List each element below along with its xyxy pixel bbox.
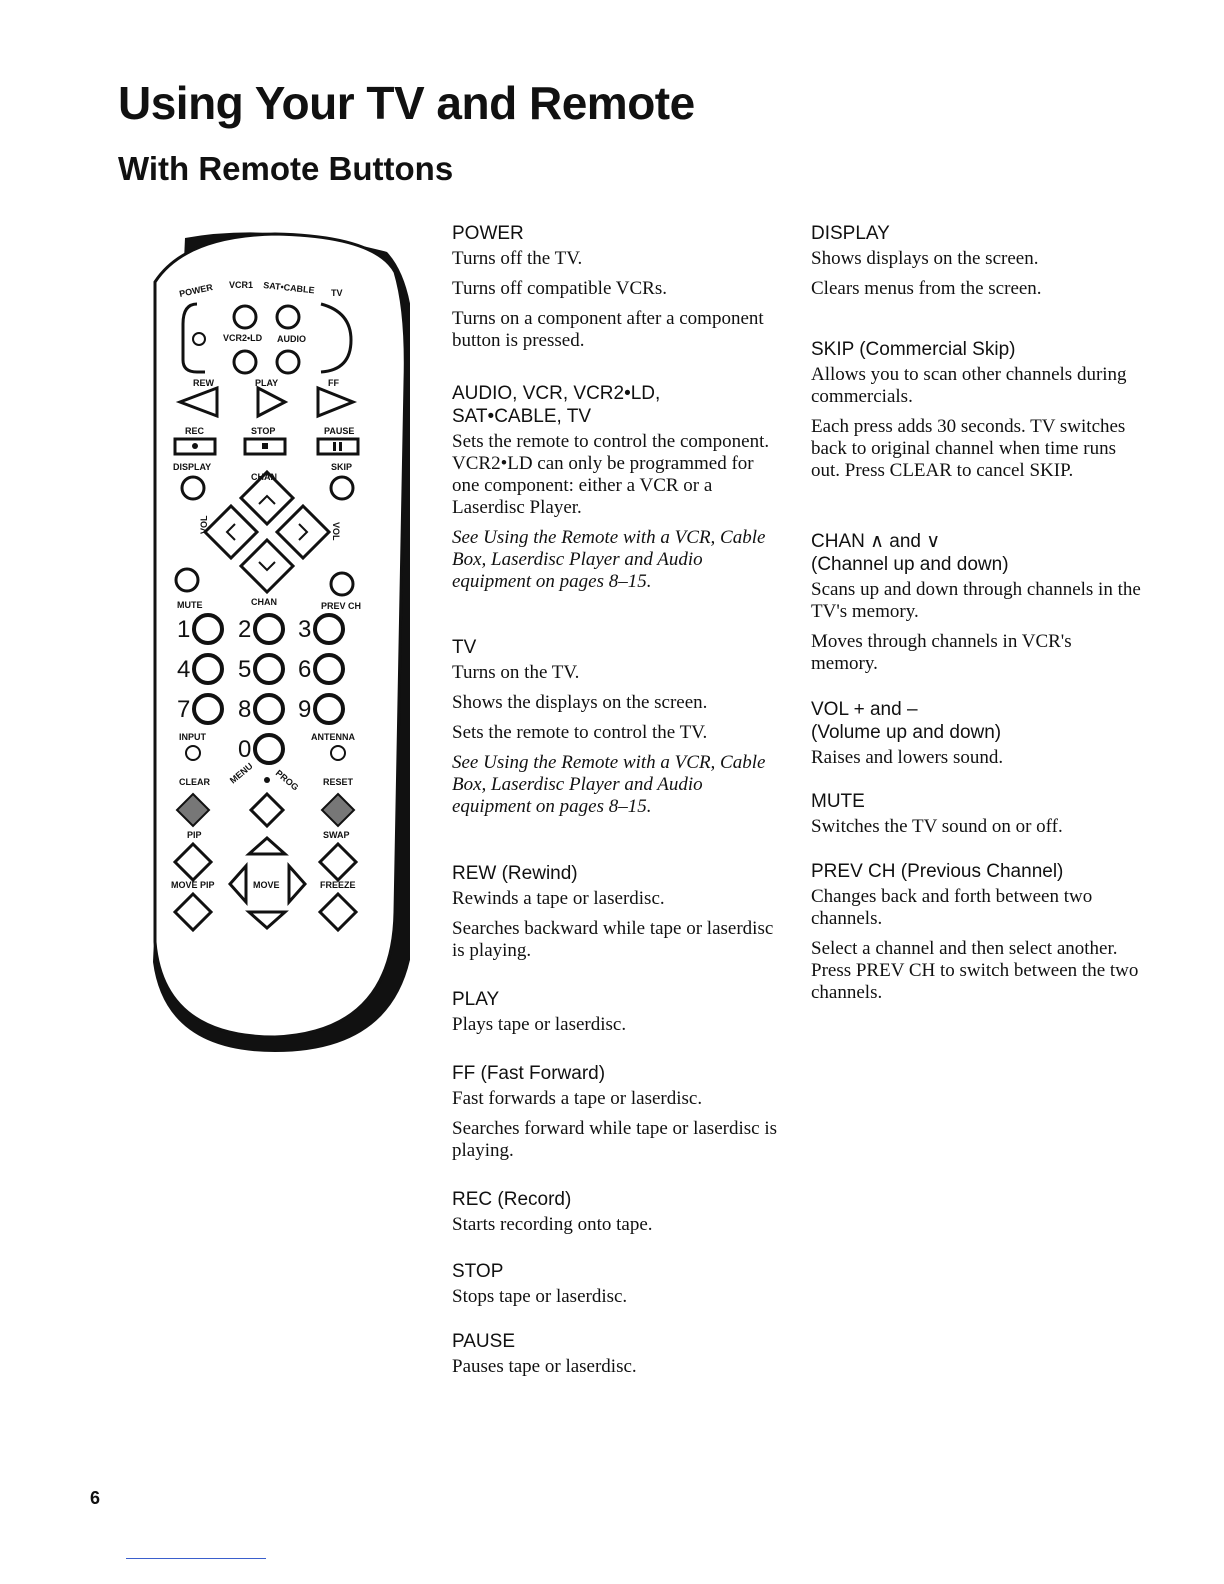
heading-audio: AUDIO, VCR, VCR2•LD, SAT•CABLE, TV xyxy=(452,383,661,427)
vcr2ld-label: VCR2•LD xyxy=(223,333,263,343)
section-play xyxy=(452,988,782,1044)
heading-play: PLAY xyxy=(452,989,500,1010)
footer-rule xyxy=(126,1558,266,1559)
swap-label: SWAP xyxy=(323,830,350,840)
section-mute xyxy=(811,790,1141,846)
move-label: MOVE xyxy=(253,880,280,890)
tv-text-1: Turns on the TV. xyxy=(452,662,580,683)
prevch-text-1: Changes back and forth between two channels. xyxy=(811,886,1093,929)
pause-button[interactable] xyxy=(318,439,358,454)
menu-label: MENU xyxy=(227,760,255,786)
vol-right-label: VOL xyxy=(331,522,341,541)
digit-7: 7 xyxy=(177,696,191,723)
section-pause xyxy=(452,1330,782,1386)
power-text-2: Turns off compatible VCRs. xyxy=(452,278,668,299)
vcr1-label: VCR1 xyxy=(229,280,254,290)
ff-text-1: Fast forwards a tape or laserdisc. xyxy=(452,1088,703,1109)
clear-label: CLEAR xyxy=(179,777,210,787)
section-skip xyxy=(811,338,1141,490)
pip-label: PIP xyxy=(187,830,202,840)
section-rec xyxy=(452,1188,782,1244)
proc-label: PROG xyxy=(273,767,301,793)
section-prevch xyxy=(811,860,1141,1012)
section-stop xyxy=(452,1260,782,1316)
heading-ff: FF (Fast Forward) xyxy=(452,1063,606,1084)
remote-illustration xyxy=(125,222,410,1067)
tv-text-3: Sets the remote to control the TV. xyxy=(452,722,708,743)
stop-text-1: Stops tape or laserdisc. xyxy=(452,1286,628,1307)
section-display xyxy=(811,222,1141,308)
digit-3: 3 xyxy=(298,616,312,643)
heading-stop: STOP xyxy=(452,1261,504,1282)
mute-text-1: Switches the TV sound on or off. xyxy=(811,816,1063,837)
chan-text-2: Moves through channels in VCR's memory. xyxy=(811,631,1072,674)
section-tv xyxy=(452,636,782,826)
rec-text-1: Starts recording onto tape. xyxy=(452,1214,653,1235)
skip-text-1: Allows you to scan other channels during commercials. xyxy=(811,364,1127,407)
section-vol xyxy=(811,698,1141,777)
vol-text-1: Raises and lowers sound. xyxy=(811,747,1004,768)
heading-skip: SKIP (Commercial Skip) xyxy=(811,339,1016,360)
vol-left-label: VOL xyxy=(199,515,209,534)
heading-display: DISPLAY xyxy=(811,223,890,244)
digit-2: 2 xyxy=(238,616,252,643)
display-text-2: Clears menus from the screen. xyxy=(811,278,1042,299)
section-rew xyxy=(452,862,782,970)
audio-text-1: Sets the remote to control the component. VCR2•LD can only be programmed for one component: either a VCR or a Laserdisc Player. xyxy=(452,431,770,518)
prevch-label: PREV CH xyxy=(321,601,362,611)
heading-vol: VOL + and – (Volume up and down) xyxy=(811,699,1002,743)
chan-top-label: CHAN xyxy=(251,472,277,482)
heading-rec: REC (Record) xyxy=(452,1189,572,1210)
skip-text-2: Each press adds 30 seconds. TV switches back to original channel when time runs out. Press CLEAR to cancel SKIP. xyxy=(811,416,1126,481)
audio-label: AUDIO xyxy=(277,334,306,344)
heading-prevch: PREV CH (Previous Channel) xyxy=(811,861,1064,882)
display-text-1: Shows displays on the screen. xyxy=(811,248,1039,269)
mute-label: MUTE xyxy=(177,600,203,610)
skip-label: SKIP xyxy=(331,462,353,472)
play-text-1: Plays tape or laserdisc. xyxy=(452,1014,627,1035)
play-label: PLAY xyxy=(255,378,279,388)
heading-rew: REW (Rewind) xyxy=(452,863,578,884)
ff-text-2: Searches forward while tape or laserdisc is playing. xyxy=(452,1118,777,1161)
section-power xyxy=(452,222,782,360)
satcable-label: SAT•CABLE xyxy=(262,280,316,296)
digit-5: 5 xyxy=(238,656,252,683)
power-text-1: Turns off the TV. xyxy=(452,248,583,269)
section-ff xyxy=(452,1062,782,1170)
digit-1: 1 xyxy=(177,616,191,643)
power-text-3: Turns on a component after a component button is pressed. xyxy=(452,308,764,351)
movepip-label: MOVE PIP xyxy=(171,880,215,890)
chan-text-1: Scans up and down through channels in the TV's memory. xyxy=(811,579,1141,622)
digit-4: 4 xyxy=(177,656,191,683)
stop-label: STOP xyxy=(251,426,276,436)
display-label: DISPLAY xyxy=(173,462,212,472)
antenna-label: ANTENNA xyxy=(311,732,355,742)
section-audio xyxy=(452,382,782,601)
heading-pause: PAUSE xyxy=(452,1331,516,1352)
tv-reference: See Using the Remote with a VCR, Cable Box, Laserdisc Player and Audio equipment on pages 8–15. xyxy=(452,752,766,817)
tv-text-2: Shows the displays on the screen. xyxy=(452,692,708,713)
rew-text-2: Searches backward while tape or laserdisc is playing. xyxy=(452,918,774,961)
page-number: 6 xyxy=(90,1488,101,1508)
rew-text-1: Rewinds a tape or laserdisc. xyxy=(452,888,665,909)
tv-label: TV xyxy=(331,288,343,298)
audio-reference: See Using the Remote with a VCR, Cable Box, Laserdisc Player and Audio equipment on pages 8–15. xyxy=(452,527,766,592)
pause-label: PAUSE xyxy=(324,426,355,436)
heading-chan: CHAN ∧ and ∨ (Channel up and down) xyxy=(811,531,1009,575)
ff-label: FF xyxy=(328,378,339,388)
heading-tv: TV xyxy=(452,637,477,658)
prevch-text-2: Select a channel and then select another. Press PREV CH to switch between the two channels. xyxy=(811,938,1139,1003)
section-chan xyxy=(811,530,1141,683)
pause-text-1: Pauses tape or laserdisc. xyxy=(452,1356,637,1377)
digit-8: 8 xyxy=(238,696,252,723)
digit-6: 6 xyxy=(298,656,312,683)
digit-9: 9 xyxy=(298,696,312,723)
rew-label: REW xyxy=(193,378,214,388)
heading-power: POWER xyxy=(452,223,524,244)
page-title: Using Your TV and Remote xyxy=(118,77,695,129)
power-label: POWER xyxy=(178,282,214,299)
freeze-label: FREEZE xyxy=(320,880,356,890)
heading-mute: MUTE xyxy=(811,791,865,812)
input-label: INPUT xyxy=(179,732,206,742)
reset-label: RESET xyxy=(323,777,354,787)
rec-label: REC xyxy=(185,426,205,436)
digit-0: 0 xyxy=(238,736,252,763)
page-subtitle: With Remote Buttons xyxy=(118,150,454,187)
chan-bottom-label: CHAN xyxy=(251,597,277,607)
